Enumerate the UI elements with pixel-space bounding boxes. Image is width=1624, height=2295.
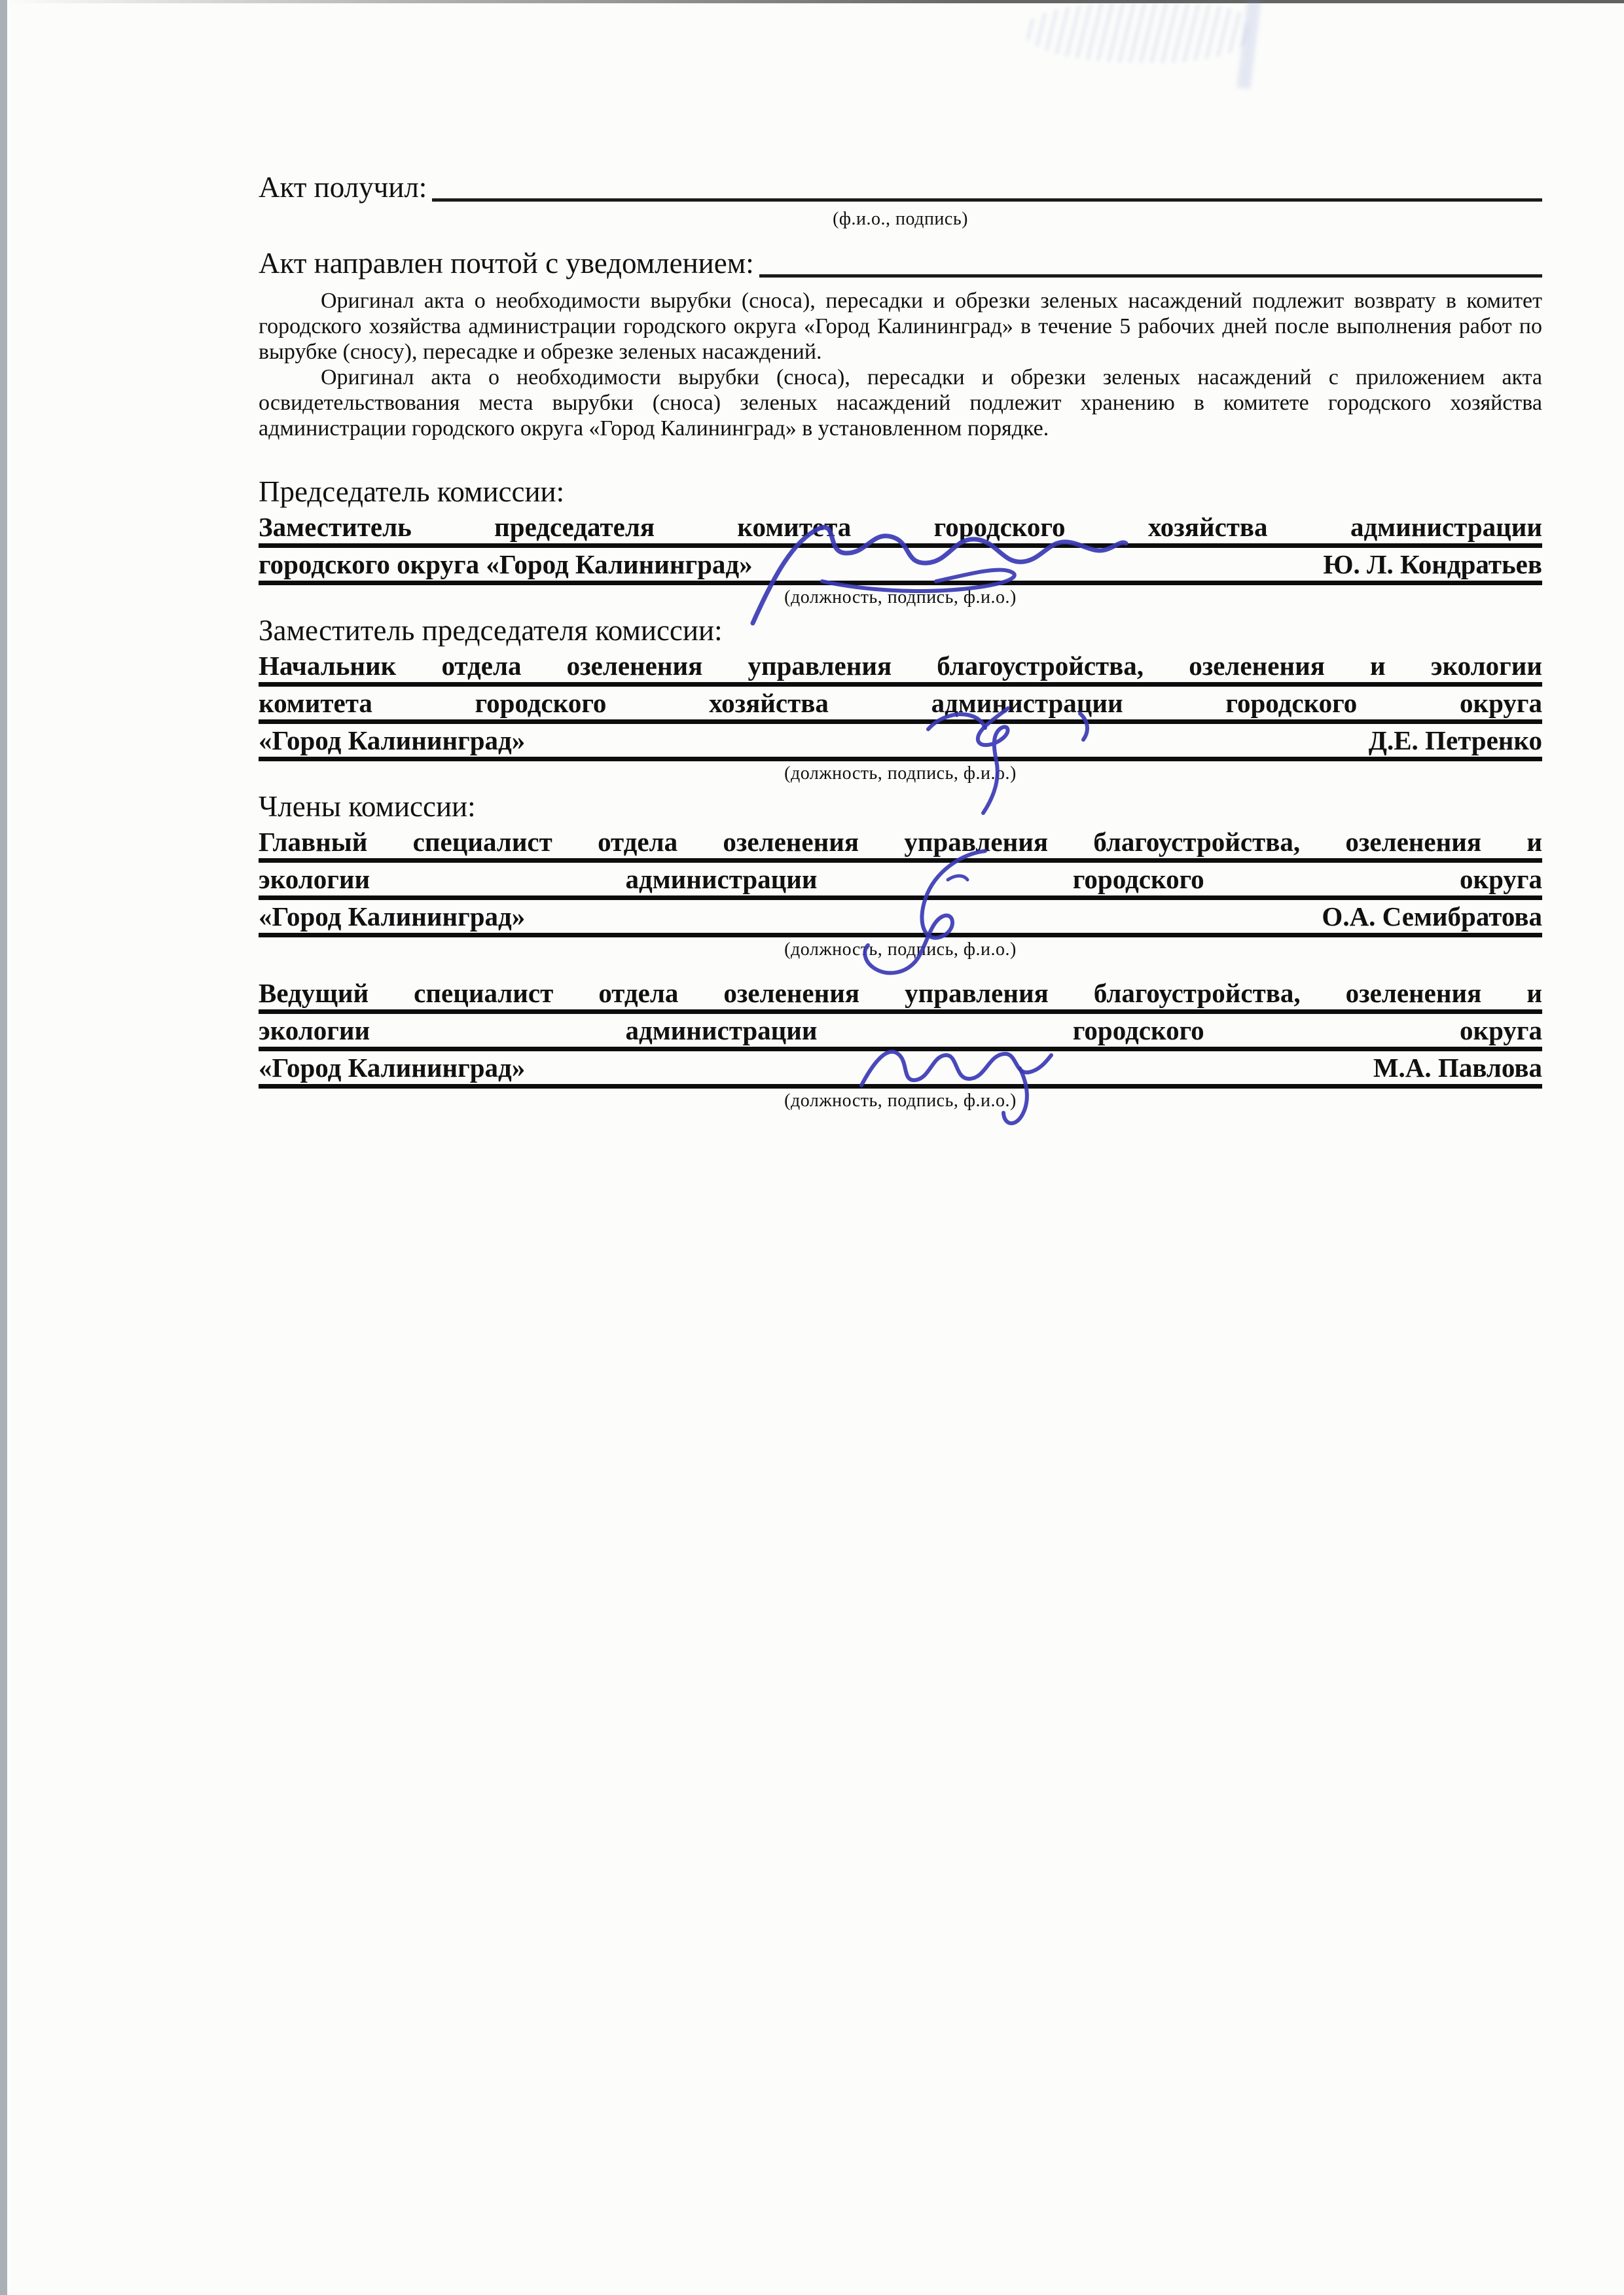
deputy-position-line-1: Начальник отдела озеленения управления благоустройства, озеленения и экологии [259,649,1542,687]
act-mailed-label: Акт направлен почтой с уведомлением: [259,247,754,280]
act-received-label: Акт получил: [259,171,427,204]
deputy-position-line-3-left: «Город Калининград» [259,725,526,755]
paragraph-return-clause: Оригинал акта о необходимости вырубки (сноса), пересадки и обрезки зеленых насаждений подлежит возврату в комитет городского хозяйства администрации городского округа «Город Калининград» в течение 5 рабочих дней после выполнения работ по вырубке (сносу), пересадке и обрезке зеленых насаждений. [259,289,1542,364]
signature-block-deputy-chairman [259,649,1542,784]
document-content [259,0,1542,1111]
deputy-position-line-2: комитета городского хозяйства администрации городского округа [259,687,1542,724]
act-mailed-row [259,246,1542,280]
deputy-chairman-heading: Заместитель председателя комиссии: [259,614,723,647]
act-received-blank-line [432,192,1542,202]
chairman-position-line-2 [259,548,1542,585]
chairman-position-line-1: Заместитель председателя комитета городского хозяйства администрации [259,511,1542,548]
fio-signature-caption: (ф.и.о., подпись) [833,209,968,229]
member1-position-line-3 [259,900,1542,937]
signature-block-member-2 [259,977,1542,1111]
member2-position-line-3 [259,1051,1542,1089]
signature-block-member-1 [259,825,1542,960]
paragraph-storage-clause: Оригинал акта о необходимости вырубки (сноса), пересадки и обрезки зеленых насаждений с приложением акта освидетельствования места вырубки (сноса) зеленых насаждений подлежит хранению в комитете городского хозяйства администрации городского округа «Город Калининград» в установленном порядке. [259,365,1542,441]
chairman-heading: Председатель комиссии: [259,475,565,508]
member1-position-line-3-left: «Город Калининград» [259,901,526,931]
member1-position-line-2: экологии администрации городского округа [259,863,1542,900]
position-signature-caption: (должность, подпись, ф.и.о.) [784,763,1017,784]
member1-name: О.А. Семибратова [1322,901,1542,931]
member1-position-line-1: Главный специалист отдела озеленения управления благоустройства, озеленения и [259,825,1542,863]
position-signature-caption: (должность, подпись, ф.и.о.) [784,939,1017,960]
chairman-position-line-2-left: городского округа «Город Калининград» [259,549,753,579]
position-signature-caption: (должность, подпись, ф.и.о.) [784,1091,1017,1111]
member2-name: М.А. Павлова [1373,1053,1542,1083]
member2-position-line-3-left: «Город Калининград» [259,1053,526,1083]
act-received-row [259,170,1542,204]
chairman-name: Ю. Л. Кондратьев [1323,549,1542,579]
signature-block-chairman [259,511,1542,607]
position-signature-caption: (должность, подпись, ф.и.о.) [784,587,1017,607]
scan-edge-strip [0,0,7,2295]
member2-position-line-2: экологии администрации городского округа [259,1014,1542,1051]
member2-position-line-1: Ведущий специалист отдела озеленения управления благоустройства, озеленения и [259,977,1542,1014]
deputy-name: Д.Е. Петренко [1368,725,1542,755]
act-mailed-blank-line [759,268,1542,278]
deputy-position-line-3 [259,724,1542,761]
members-heading: Члены комиссии: [259,790,476,823]
